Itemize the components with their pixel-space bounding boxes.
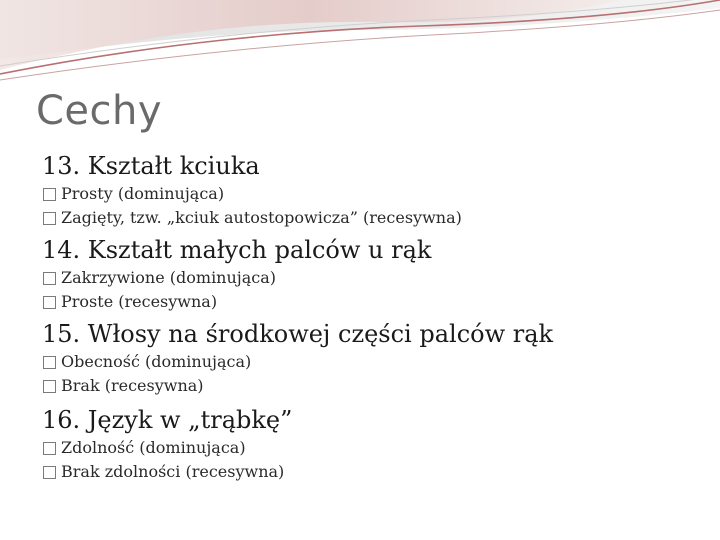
bullet-text: Zakrzywione (dominująca) — [61, 268, 277, 287]
decor-wave-rose — [0, 0, 620, 70]
slide-content — [42, 150, 702, 484]
checkbox-square-icon — [43, 356, 56, 369]
checkbox-square-icon — [43, 380, 56, 393]
bullet-item — [42, 436, 702, 460]
checkbox-square-icon — [43, 188, 56, 201]
section-heading-14: 14. Kształt małych palców u rąk — [42, 236, 432, 264]
slide-title: Cechy — [36, 88, 163, 134]
checkbox-square-icon — [43, 272, 56, 285]
bullet-item — [42, 460, 702, 484]
bullet-item — [42, 374, 702, 398]
checkbox-square-icon — [43, 212, 56, 225]
bullet-item — [42, 206, 702, 230]
bullet-item — [42, 182, 702, 206]
section-heading-15: 15. Włosy na środkowej części palców rąk — [42, 320, 554, 348]
bullet-text: Proste (recesywna) — [61, 292, 218, 311]
bullet-text: Brak zdolności (recesywna) — [61, 462, 285, 481]
checkbox-square-icon — [43, 442, 56, 455]
checkbox-square-icon — [43, 466, 56, 479]
checkbox-square-icon — [43, 296, 56, 309]
bullet-text: Prosty (dominująca) — [61, 184, 225, 203]
bullet-text: Zdolność (dominująca) — [61, 438, 246, 457]
bullet-item — [42, 290, 702, 314]
section-heading-13: 13. Kształt kciuka — [42, 152, 260, 180]
section-heading-16: 16. Język w „trąbkę” — [42, 406, 293, 434]
bullet-text: Zagięty, tzw. „kciuk autostopowicza” (recesywna) — [61, 208, 462, 227]
bullet-item — [42, 350, 702, 374]
bullet-text: Obecność (dominująca) — [61, 352, 252, 371]
bullet-item — [42, 266, 702, 290]
bullet-text: Brak (recesywna) — [61, 376, 204, 395]
